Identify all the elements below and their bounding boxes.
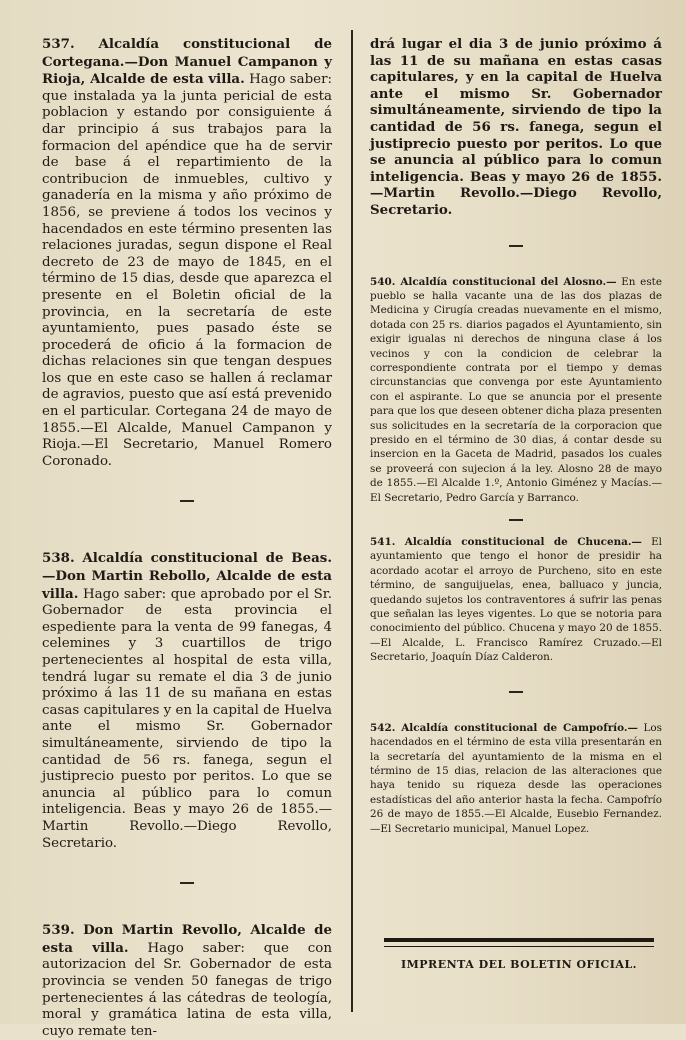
section-separator — [370, 219, 662, 275]
section-separator — [42, 470, 332, 550]
edict-539-header: 539. Don Martin Revollo, Alcalde de esta villa. — [42, 922, 332, 956]
edict-538-body: Hago saber: que aprobado por el Sr. Gobernador de esta provincia el espediente para la venta de 99 fanegas, 4 celemines y 3 cuartillos de trigo pertenecientes al hospital de esta villa, tendrá lugar su remate el dia 3 de junio próximo á las 11 de su mañana en estas casas capitulares y en la capital de Huelva ante el mismo Sr. Gobernador simultáneamente, sirviendo de tipo la cantidad de 56 rs. fanega, segun el justiprecio puesto por peritos. Lo que se anuncia al público para lo comun inteligencia. Beas y mayo 26 de 1855.—Martin Revollo.—Diego Revollo, Secretario. — [42, 586, 332, 851]
left-column — [42, 36, 332, 1040]
edict-540-body: En este pueblo se halla vacante una de las dos plazas de Medicina y Cirugía creadas nuevamente en el mismo, dotada con 25 rs. diarios pagados el Ayuntamiento, sin exigir igualas ni derechos de ninguna clase á los vecinos y con la condicion de celebrar la correspondiente contrata por el tiempo y demas circunstancias que convenga por este Ayuntamiento con el aspirante. Lo que se anuncia por el presente para que los que deseen obtener dicha plaza presenten sus solicitudes en la secretaría de la corporacion que presido en el término de 30 dias, á contar desde su insercion en la Gaceta de Madrid, pasados los cuales se proveerá con sujecion á la ley. Alosno 28 de mayo de 1855.—El Alcalde 1.º, Antonio Giménez y Macías.—El Secretario, Pedro García y Barranco. — [370, 275, 662, 504]
edict-540-text — [370, 275, 662, 506]
edict-542-body: Los hacendados en el término de esta villa presentarán en la secretaría del ayuntamiento de la misma en el término de 15 dias, relacion de las alteraciones que haya tenido su riqueza desde las operaciones estadísticas del año anterior hasta la fecha. Campofrío 26 de mayo de 1855.—El Alcalde, Eusebio Fernandez.—El Secretario municipal, Manuel Lopez. — [370, 721, 662, 835]
edict-542-text — [370, 721, 662, 836]
edict-537-header: 537. Alcaldía constitucional de Cortegana.—Don Manuel Campanon y Rioja, Alcalde de esta villa. — [42, 36, 332, 88]
edict-539-text — [42, 922, 332, 1040]
edict-538 — [42, 550, 332, 852]
footer-thin-rule — [384, 946, 654, 947]
edict-538-header: 538. Alcaldía constitucional de Beas.—Don Martin Rebollo, Alcalde de esta villa. — [42, 550, 332, 602]
footer-thick-rule — [384, 938, 654, 942]
edict-541-text — [370, 535, 662, 665]
edict-542 — [370, 721, 662, 836]
edict-540-header: 540. Alcaldía constitucional del Alosno.— — [370, 275, 617, 288]
edict-539-body: Hago saber: que con autorizacion del Sr. Gobernador de esta provincia se venden 50 fanegas de trigo pertenecientes á las cátedras de teología, moral y gramática latina de esta villa, cuyo remate ten- — [42, 940, 332, 1039]
edict-539-continuation: drá lugar el dia 3 de junio próximo á las 11 de su mañana en estas casas capitulares, y en la capital de Huelva ante el mismo Sr. Gobernador simultáneamente, sirviendo de tipo la cantidad de 56 rs. fanega, segun el justiprecio puesto por peritos. Lo que se anuncia al público para lo comun inteligencia. Beas y mayo 26 de 1855.—Martin Revollo.—Diego Revollo, Secretario. — [370, 36, 662, 218]
edict-541-body: El ayuntamiento que tengo el honor de presidir ha acordado acotar el arroyo de Purcheno, sito en este término, de sanguijuelas, enea, balluaco y juncia, quedando sujetos los contraventores á sufrir las penas que señalan las leyes vigentes. Lo que se notoria para conocimiento del público. Chucena y mayo 20 de 1855.—El Alcalde, L. Francisco Ramírez Cruzado.—El Secretario, Joaquín Díaz Calderon. — [370, 536, 662, 664]
edict-537-body: Hago saber: que instalada ya la junta pericial de esta poblacion y estando por consiguiente á dar principio á sus trabajos para la formacion del apéndice que ha de servir de base á el repartimiento de la contribucion de inmuebles, cultivo y ganadería en la misma y año próximo de 1856, se previene á todos los vecinos y hacendados en este término presenten las relaciones juradas, segun dispone el Real decreto de 23 de mayo de 1845, en el término de 15 dias, desde que aparezca el presente en el Boletin oficial de la provincia, en la secretaría de este ayuntamiento, pues pasado éste se procederá de oficio á la formacion de dichas relaciones sin que tengan despues los que en este caso se hallen á reclamar de agravios, puesto que así está prevenido en el particular. Cortegana 24 de mayo de 1855.—El Alcalde, Manuel Campanon y Rioja.—El Secretario, Manuel Romero Coronado. — [42, 72, 332, 469]
edict-539 — [42, 922, 332, 1040]
edict-542-header: 542. Alcaldía constitucional de Campofrío.— — [370, 721, 638, 734]
edict-541-header: 541. Alcaldía constitucional de Chucena.— — [370, 536, 642, 549]
section-separator — [42, 852, 332, 922]
edict-541 — [370, 535, 662, 665]
column-divider — [351, 30, 353, 1012]
edict-537-text — [42, 36, 332, 470]
edict-537 — [42, 36, 332, 470]
section-separator — [370, 505, 662, 535]
printer-imprint: IMPRENTA DEL BOLETIN OFICIAL. — [400, 958, 638, 971]
edict-538-text — [42, 550, 332, 852]
section-separator — [370, 665, 662, 721]
edict-540 — [370, 275, 662, 506]
right-column — [370, 36, 662, 836]
